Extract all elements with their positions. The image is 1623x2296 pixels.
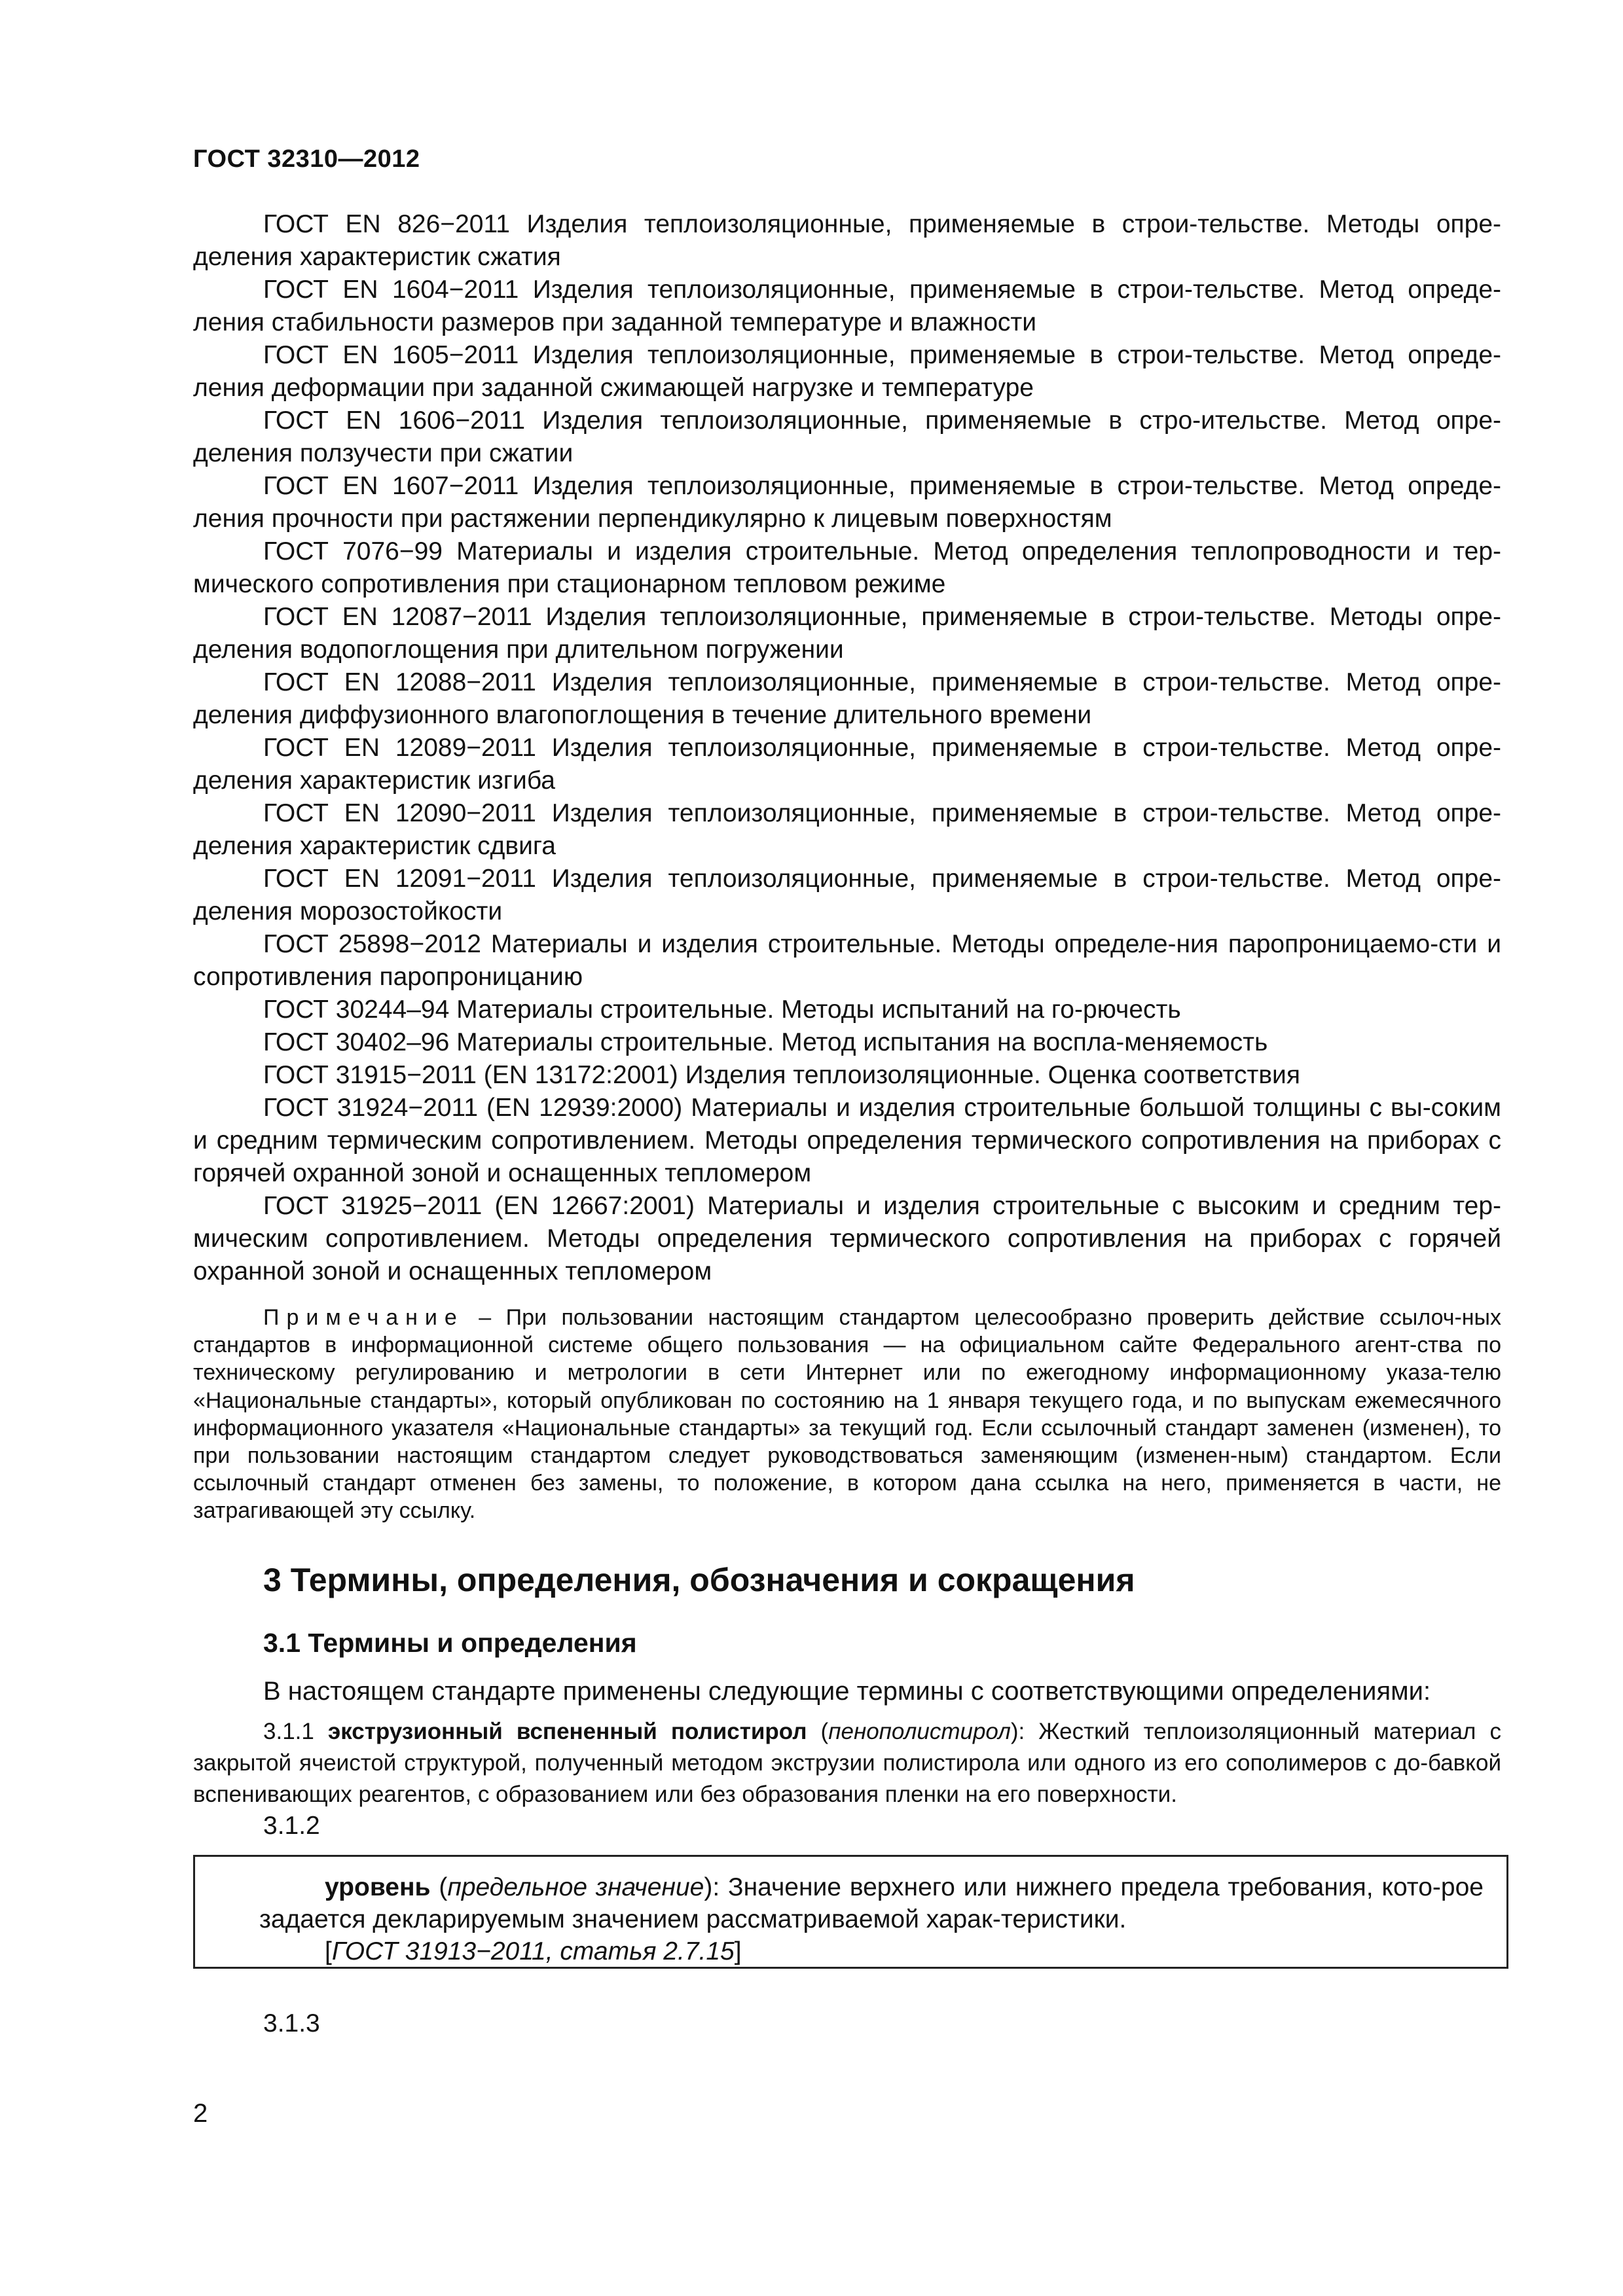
term-synonym: предельное значение [447,1873,704,1901]
page-header-standard-code: ГОСТ 32310—2012 [193,145,420,173]
term-name: уровень [325,1873,431,1901]
citation-text: ГОСТ 31913−2011, статья 2.7.15 [331,1937,735,1965]
page-number: 2 [193,2099,208,2128]
term-synonym: пенополистирол [828,1719,1011,1744]
reference-item: ГОСТ EN 1604−2011 Изделия теплоизоляционные, применяемые в строи-тельстве. Метод опреде-ления стабильности размеров при заданной температуре и влажности [193,276,1501,336]
reference-item: ГОСТ EN 826−2011 Изделия теплоизоляционные, применяемые в строи-тельстве. Методы опре-деления характеристик сжатия [193,210,1501,271]
quoted-term-box [193,1855,1508,1969]
term-definition: Значение верхнего или нижнего предела требования, кото-рое задается декларируемым значением рассматриваемой харак-теристики. [259,1873,1484,1933]
section-3-heading: 3 Термины, определения, обозначения и сокращения [263,1562,1135,1598]
quoted-term-content [259,1871,1484,1967]
reference-item: ГОСТ EN 12087−2011 Изделия теплоизоляционные, применяемые в строи-тельстве. Методы опре-деления водопоглощения при длительном погружении [193,603,1501,664]
term-3-1-3-number: 3.1.3 [263,2009,320,2037]
term-definition: Жесткий теплоизоляционный материал с закрытой ячеистой структурой, полученный методом экструзии полистирола или одного из его сополимеров с до-бавкой вспенивающих реагентов, с образованием или без образования пленки на его поверхности. [193,1719,1501,1807]
term-3-1-1: 3.1.1 экструзионный вспененный полистирол (пенополистирол): Жесткий теплоизоляционный материал с закрытой ячеистой структурой, полученный методом экструзии полистирола или одного из его сополимеров с до-бавкой вспенивающих реагентов, с образованием или без образования пленки на его поверхности. [193,1719,1501,1807]
note-label: Примечание [263,1305,464,1330]
reference-item: ГОСТ 25898−2012 Материалы и изделия строительные. Методы определе-ния паропроницаемо-сти и сопротивления паропроницанию [193,930,1501,991]
normative-references-list [193,208,1501,1288]
term-3-1-2-number: 3.1.2 [263,1812,320,1840]
references-note [193,1304,1501,1525]
subsection-3-1-heading: 3.1 Термины и определения [263,1628,637,1658]
reference-item: ГОСТ EN 1606−2011 Изделия теплоизоляционные, применяемые в стро-ительстве. Метод опре-деления ползучести при сжатии [193,406,1501,467]
reference-item: ГОСТ EN 1605−2011 Изделия теплоизоляционные, применяемые в строи-тельстве. Метод опреде-ления деформации при заданной сжимающей нагрузке и температуре [193,341,1501,402]
terms-intro: В настоящем стандарте применены следующие термины с соответствующими определениями: [263,1677,1431,1706]
reference-item: ГОСТ 31915−2011 (EN 13172:2001) Изделия теплоизоляционные. Оценка соответствия [263,1061,1300,1089]
reference-item: ГОСТ 7076−99 Материалы и изделия строительные. Метод определения теплопроводности и тер-мического сопротивления при стационарном тепловом режиме [193,537,1501,598]
reference-item: ГОСТ EN 1607−2011 Изделия теплоизоляционные, применяемые в строи-тельстве. Метод опреде-ления прочности при растяжении перпендикулярно к лицевым поверхностям [193,472,1501,533]
reference-item: ГОСТ 31925−2011 (EN 12667:2001) Материалы и изделия строительные с высоким и средним тер-мическим сопротивлением. Методы определения термического сопротивления на приборах с горячей охранной зоной и оснащенных тепломером [193,1192,1501,1285]
reference-item: ГОСТ EN 12090−2011 Изделия теплоизоляционные, применяемые в строи-тельстве. Метод опре-деления характеристик сдвига [193,799,1501,860]
term-3-1-2: уровень (предельное значение): Значение верхнего или нижнего предела требования, кото-рое задается декларируемым значением рассматриваемой харак-теристики. [259,1873,1484,1933]
reference-item: ГОСТ EN 12088−2011 Изделия теплоизоляционные, применяемые в строи-тельстве. Метод опре-деления диффузионного влагопоглощения в течение длительного времени [193,668,1501,729]
note-text: – При пользовании настоящим стандартом целесообразно проверить действие ссылоч-ных стандартов в информационной системе общего пользования — на официальном сайте Федерального агент-ства по техническому регулированию и метрологии в сети Интернет или по ежегодному информационному указа-телю «Национальные стандарты», который опубликован по состоянию на 1 января текущего года, и по выпускам ежемесячного информационного указателя «Национальные стандарты» за текущий год. Если ссылочный стандарт заменен (изменен), то при пользовании настоящим стандартом следует руководствоваться заменяющим (изменен-ным) стандартом. Если ссылочный стандарт отменен без замены, то положение, в котором дана ссылка на него, применяется в части, не затрагивающей эту ссылку. [193,1305,1501,1524]
term-number: 3.1.1 [263,1719,328,1744]
reference-item: ГОСТ EN 12091−2011 Изделия теплоизоляционные, применяемые в строи-тельстве. Метод опре-деления морозостойкости [193,865,1501,925]
reference-item: ГОСТ 30402–96 Материалы строительные. Метод испытания на воспла-меняемость [263,1028,1268,1056]
reference-item: ГОСТ 30244–94 Материалы строительные. Методы испытаний на го-рючесть [263,996,1181,1024]
reference-item: ГОСТ 31924−2011 (EN 12939:2000) Материалы и изделия строительные большой толщины с вы-соким и средним термическим сопротивлением. Методы определения термического сопротивления на приборах с горячей охранной зоной и оснащенных тепломером [193,1094,1501,1187]
term-source-citation: [ГОСТ 31913−2011, статья 2.7.15] [325,1937,742,1965]
reference-item: ГОСТ EN 12089−2011 Изделия теплоизоляционные, применяемые в строи-тельстве. Метод опре-деления характеристик изгиба [193,734,1501,795]
term-name: экструзионный вспененный полистирол [327,1719,807,1744]
